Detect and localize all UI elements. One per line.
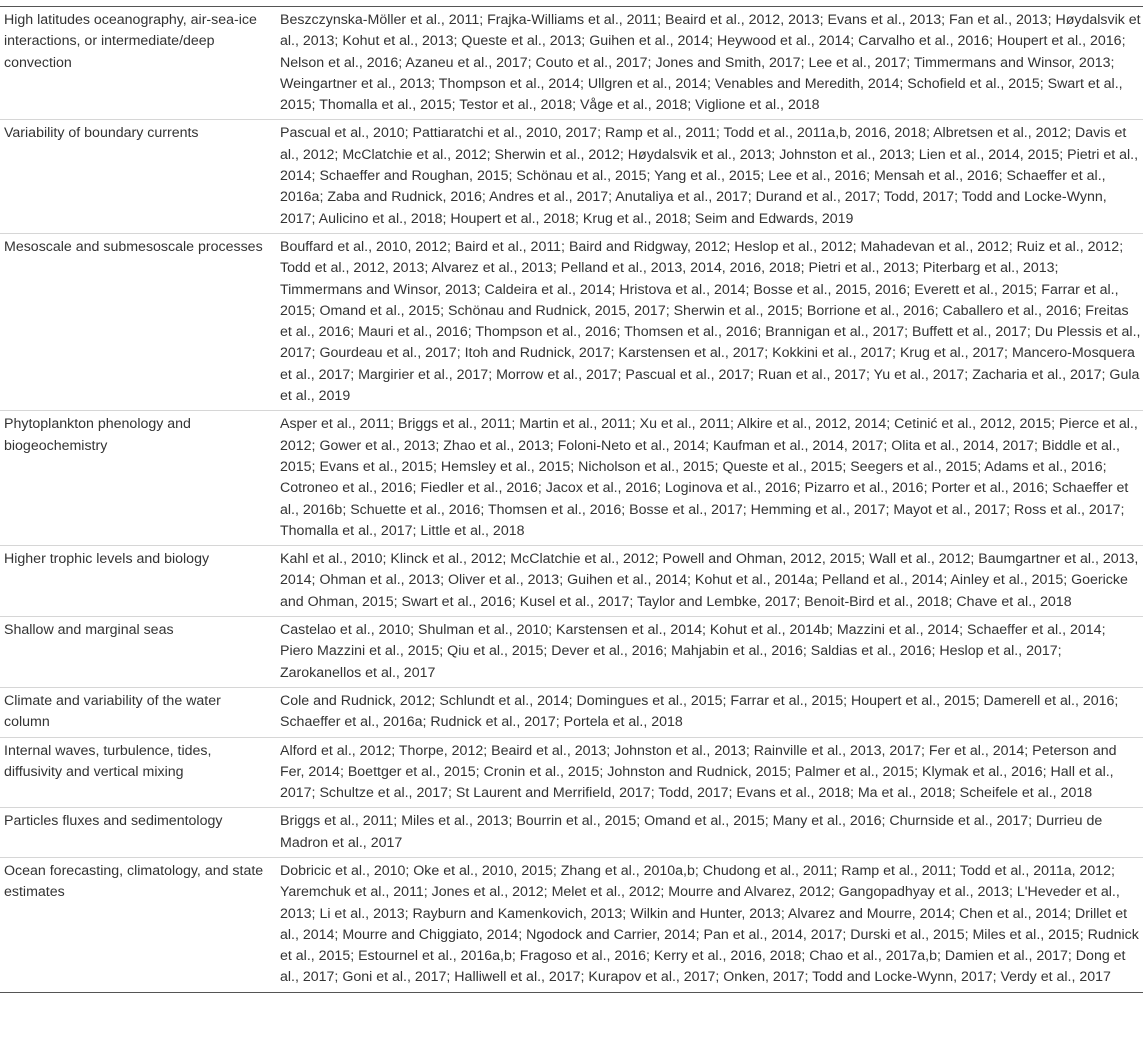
references-cell: Alford et al., 2012; Thorpe, 2012; Beaird et al., 2013; Johnston et al., 2013; Rainville et al., 2013, 2017; Fer et al., 2014; Peterson and Fer, 2014; Boettger et al., 2015; Cronin et al., 2015; Johnston and Rudnick, 2015; Palmer et al., 2015; Klymak et al., 2016; Hall et al., 2017; Schultze et al., 2017; St Laurent and Merrifield, 2017; Todd, 2017; Evans et al., 2018; Ma et al., 2018; Scheifele et al., 2018 — [280, 737, 1143, 808]
table-row — [0, 411, 1143, 546]
references-cell: Castelao et al., 2010; Shulman et al., 2010; Karstensen et al., 2014; Kohut et al., 2014b; Mazzini et al., 2014; Schaeffer et al., 2014; Piero Mazzini et al., 2015; Qiu et al., 2015; Dever et al., 2016; Mahjabin et al., 2016; Saldias et al., 2016; Heslop et al., 2017; Zarokanellos et al., 2017 — [280, 617, 1143, 688]
topic-cell: Internal waves, turbulence, tides, diffusivity and vertical mixing — [0, 737, 280, 808]
table-row — [0, 546, 1143, 617]
topic-cell: Phytoplankton phenology and biogeochemistry — [0, 411, 280, 546]
topic-cell: High latitudes oceanography, air-sea-ice interactions, or intermediate/deep convection — [0, 7, 280, 120]
topic-cell: Variability of boundary currents — [0, 120, 280, 233]
topic-cell: Ocean forecasting, climatology, and state estimates — [0, 857, 280, 992]
table-row — [0, 233, 1143, 410]
topic-cell: Climate and variability of the water column — [0, 687, 280, 737]
table-row — [0, 7, 1143, 120]
references-cell: Pascual et al., 2010; Pattiaratchi et al., 2010, 2017; Ramp et al., 2011; Todd et al., 2011a,b, 2016, 2018; Albretsen et al., 2012; Davis et al., 2012; McClatchie et al., 2012; Sherwin et al., 2012; Høydalsvik et al., 2013; Johnston et al., 2013; Lien et al., 2014, 2015; Pietri et al., 2014; Schaeffer and Roughan, 2015; Schönau et al., 2015; Yang et al., 2015; Lee et al., 2016; Mensah et al., 2016; Schaeffer et al., 2016a; Zaba and Rudnick, 2016; Andres et al., 2017; Anutaliya et al., 2017; Durand et al., 2017; Todd, 2017; Todd and Locke-Wynn, 2017; Aulicino et al., 2018; Houpert et al., 2018; Krug et al., 2018; Seim and Edwards, 2019 — [280, 120, 1143, 233]
references-cell: Dobricic et al., 2010; Oke et al., 2010, 2015; Zhang et al., 2010a,b; Chudong et al., 2011; Ramp et al., 2011; Todd et al., 2011a, 2012; Yaremchuk et al., 2011; Jones et al., 2012; Melet et al., 2012; Mourre and Alvarez, 2012; Gangopadhyay et al., 2013; L'Heveder et al., 2013; Li et al., 2013; Rayburn and Kamenkovich, 2013; Wilkin and Hunter, 2013; Alvarez and Mourre, 2014; Chen et al., 2014; Drillet et al., 2014; Mourre and Chiggiato, 2014; Ngodock and Carrier, 2014; Pan et al., 2014, 2017; Durski et al., 2015; Miles et al., 2015; Rudnick et al., 2015; Estournel et al., 2016a,b; Fragoso et al., 2016; Kerry et al., 2016, 2018; Chao et al., 2017a,b; Damien et al., 2017; Dong et al., 2017; Goni et al., 2017; Halliwell et al., 2017; Kurapov et al., 2017; Onken, 2017; Todd and Locke-Wynn, 2017; Verdy et al., 2017 — [280, 857, 1143, 992]
references-cell: Bouffard et al., 2010, 2012; Baird et al., 2011; Baird and Ridgway, 2012; Heslop et al., 2012; Mahadevan et al., 2012; Ruiz et al., 2012; Todd et al., 2012, 2013; Alvarez et al., 2013; Pelland et al., 2013, 2014, 2016, 2018; Pietri et al., 2013; Piterbarg et al., 2013; Timmermans and Winsor, 2013; Caldeira et al., 2014; Hristova et al., 2014; Bosse et al., 2015, 2016; Everett et al., 2015; Farrar et al., 2015; Omand et al., 2015; Schönau and Rudnick, 2015, 2017; Sherwin et al., 2015; Borrione et al., 2016; Caballero et al., 2016; Freitas et al., 2016; Mauri et al., 2016; Thompson et al., 2016; Thomsen et al., 2016; Brannigan et al., 2017; Buffett et al., 2017; Du Plessis et al., 2017; Gourdeau et al., 2017; Itoh and Rudnick, 2017; Karstensen et al., 2017; Kokkini et al., 2017; Krug et al., 2017; Mancero-Mosquera et al., 2017; Margirier et al., 2017; Morrow et al., 2017; Pascual et al., 2017; Ruan et al., 2017; Yu et al., 2017; Zacharia et al., 2017; Gula et al., 2019 — [280, 233, 1143, 410]
topic-cell: Particles fluxes and sedimentology — [0, 808, 280, 858]
references-cell: Cole and Rudnick, 2012; Schlundt et al., 2014; Domingues et al., 2015; Farrar et al., 2015; Houpert et al., 2015; Damerell et al., 2016; Schaeffer et al., 2016a; Rudnick et al., 2017; Portela et al., 2018 — [280, 687, 1143, 737]
topic-cell: Higher trophic levels and biology — [0, 546, 280, 617]
topic-cell: Shallow and marginal seas — [0, 617, 280, 688]
references-cell: Kahl et al., 2010; Klinck et al., 2012; McClatchie et al., 2012; Powell and Ohman, 2012, 2015; Wall et al., 2012; Baumgartner et al., 2013, 2014; Ohman et al., 2013; Oliver et al., 2013; Guihen et al., 2014; Kohut et al., 2014a; Pelland et al., 2014; Ainley et al., 2015; Goericke and Ohman, 2015; Swart et al., 2016; Kusel et al., 2017; Taylor and Lembke, 2017; Benoit-Bird et al., 2018; Chave et al., 2018 — [280, 546, 1143, 617]
references-cell: Briggs et al., 2011; Miles et al., 2013; Bourrin et al., 2015; Omand et al., 2015; Many et al., 2016; Churnside et al., 2017; Durrieu de Madron et al., 2017 — [280, 808, 1143, 858]
topic-cell: Mesoscale and submesoscale processes — [0, 233, 280, 410]
table-row — [0, 857, 1143, 992]
table-row — [0, 687, 1143, 737]
table-row — [0, 617, 1143, 688]
references-cell: Asper et al., 2011; Briggs et al., 2011; Martin et al., 2011; Xu et al., 2011; Alkire et al., 2012, 2014; Cetinić et al., 2012, 2015; Pierce et al., 2012; Gower et al., 2013; Zhao et al., 2013; Foloni-Neto et al., 2014; Kaufman et al., 2014, 2017; Olita et al., 2014, 2017; Biddle et al., 2015; Evans et al., 2015; Hemsley et al., 2015; Nicholson et al., 2015; Queste et al., 2015; Seegers et al., 2015; Adams et al., 2016; Cotroneo et al., 2016; Fiedler et al., 2016; Jacox et al., 2016; Loginova et al., 2016; Pizarro et al., 2016; Porter et al., 2016; Schaeffer et al., 2016b; Schuette et al., 2016; Thomsen et al., 2016; Bosse et al., 2017; Hemming et al., 2017; Mayot et al., 2017; Ross et al., 2017; Thomalla et al., 2017; Little et al., 2018 — [280, 411, 1143, 546]
table-row — [0, 737, 1143, 808]
table-row — [0, 808, 1143, 858]
references-table — [0, 6, 1143, 993]
references-cell: Beszczynska-Möller et al., 2011; Frajka-Williams et al., 2011; Beaird et al., 2012, 2013; Evans et al., 2013; Fan et al., 2013; Høydalsvik et al., 2013; Kohut et al., 2013; Queste et al., 2013; Guihen et al., 2014; Heywood et al., 2014; Carvalho et al., 2016; Houpert et al., 2016; Nelson et al., 2016; Azaneu et al., 2017; Couto et al., 2017; Jones and Smith, 2017; Lee et al., 2017; Timmermans and Winsor, 2013; Weingartner et al., 2013; Thompson et al., 2014; Ullgren et al., 2014; Venables and Meredith, 2014; Schofield et al., 2015; Swart et al., 2015; Thomalla et al., 2015; Testor et al., 2018; Våge et al., 2018; Viglione et al., 2018 — [280, 7, 1143, 120]
table-row — [0, 120, 1143, 233]
